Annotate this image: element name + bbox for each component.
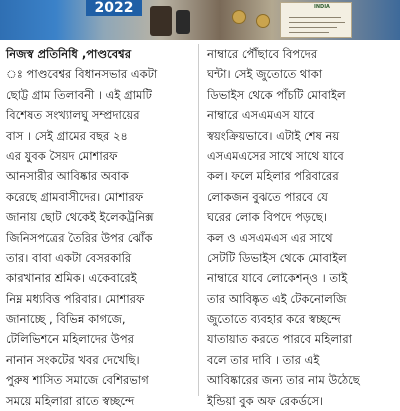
photo-device-2 — [176, 10, 190, 34]
article-column-left — [6, 44, 191, 408]
article-line: এসএমএসের সাথে সাথে যাবে — [207, 148, 344, 163]
article-line: ইন্ডিয়া বুক অফ রেকর্ডসে। — [207, 393, 324, 408]
article-line: স্বয়ংক্রিয়ভাবে। এটাই শেষ নয় — [207, 128, 340, 143]
article-line: আনসারীর আবিষ্কার অবাক — [6, 169, 129, 184]
photo-device-1 — [150, 6, 172, 36]
article-line: নাম্বারে এসএমএস যাবে — [207, 108, 315, 123]
article-line: বলে তার দাবি । তার এই — [207, 352, 320, 367]
article-line: টেলিভিশনে মহিলাদের উপর — [6, 332, 134, 347]
photo-medal-2 — [256, 14, 270, 28]
article-line: যাতায়াত করতে পারবে মহিলারা — [207, 332, 353, 347]
article-photo — [0, 0, 400, 40]
article-line: জানাচ্ছে , বিভিন্ন কাগজে, — [6, 312, 126, 327]
article-line: করেছে গ্রামবাসীদের। মোশারফ — [6, 189, 144, 204]
article-line: কল ও এসএমএস এর সাথে — [207, 230, 333, 245]
article-line: জুতোতে ব্যবহার করে স্বচ্ছন্দে — [207, 312, 341, 327]
article-line: জানায় ছোট থেকেই ইলেকট্রনিক্স — [6, 210, 154, 225]
article-line: কল। ফলে মহিলার পরিবারের — [207, 169, 339, 184]
article-line: ঃ পাণ্ডবেশ্বর বিধানসভার একটা — [6, 67, 158, 82]
article-line: বিশেষত সংখ্যালঘু সম্প্রদায়ের — [6, 108, 140, 123]
article-line: পুরুষ শাসিত সমাজে বেশিরভাগ — [6, 373, 149, 388]
article-line: নাম্বারে যাবে লোকেশন্ও । তাই — [207, 271, 348, 286]
article-line: তার আবিষ্কৃত এই টেকনোলজি — [207, 291, 347, 306]
article-line: নানান সংকটের খবর দেখেছি। — [6, 352, 140, 367]
column-divider — [198, 44, 199, 396]
article-line: সেটটি ডিভাইস থেকে মোবাইল — [207, 250, 347, 265]
article-column-right — [207, 44, 392, 408]
photo-medal-1 — [232, 10, 246, 24]
photo-certificate-label: INDIA — [314, 4, 330, 10]
photo-year-badge: 2022 — [86, 0, 142, 16]
article-line: লোকজন বুঝতে পারবে যে — [207, 189, 328, 204]
article-line: বাস । সেই গ্রামের বছর ২৪ — [6, 128, 128, 143]
article-byline: নিজস্ব প্রতিনিধি ,পাণ্ডবেশ্বর — [6, 47, 132, 61]
article-line: সময়ে মহিলারা রাতে স্বচ্ছন্দে — [6, 393, 135, 408]
article-line: ডিভাইস থেকে পাঁচটি মোবাইল — [207, 87, 346, 102]
article-line: এর যুবক সৈয়দ মোশারফ — [6, 148, 118, 163]
article-line: আবিষ্কারের জন্য তার নাম উঠেছে — [207, 373, 360, 388]
article-line: ঘন্টা। সেই জুতোতে থাকা — [207, 67, 323, 82]
article-line: তার। বাবা একটা বেসরকারি — [6, 250, 132, 265]
article-line: নাম্বারে পৌঁছাবে বিপদের — [207, 47, 318, 61]
article-line: ঘরের লোক বিপদে পড়ছে। — [207, 210, 327, 225]
article-line: জিনিসপত্রের তৈরির উপর ঝোঁক — [6, 230, 153, 245]
article-line: ছোট্ট গ্রাম তিলাবনী । এই গ্রামটি — [6, 87, 152, 102]
article-line: নিম্ন মধ্যবিত্ত পরিবার। মোশারফ — [6, 291, 145, 306]
article-line: কারখানার শ্রমিক। একেবারেই — [6, 271, 137, 286]
